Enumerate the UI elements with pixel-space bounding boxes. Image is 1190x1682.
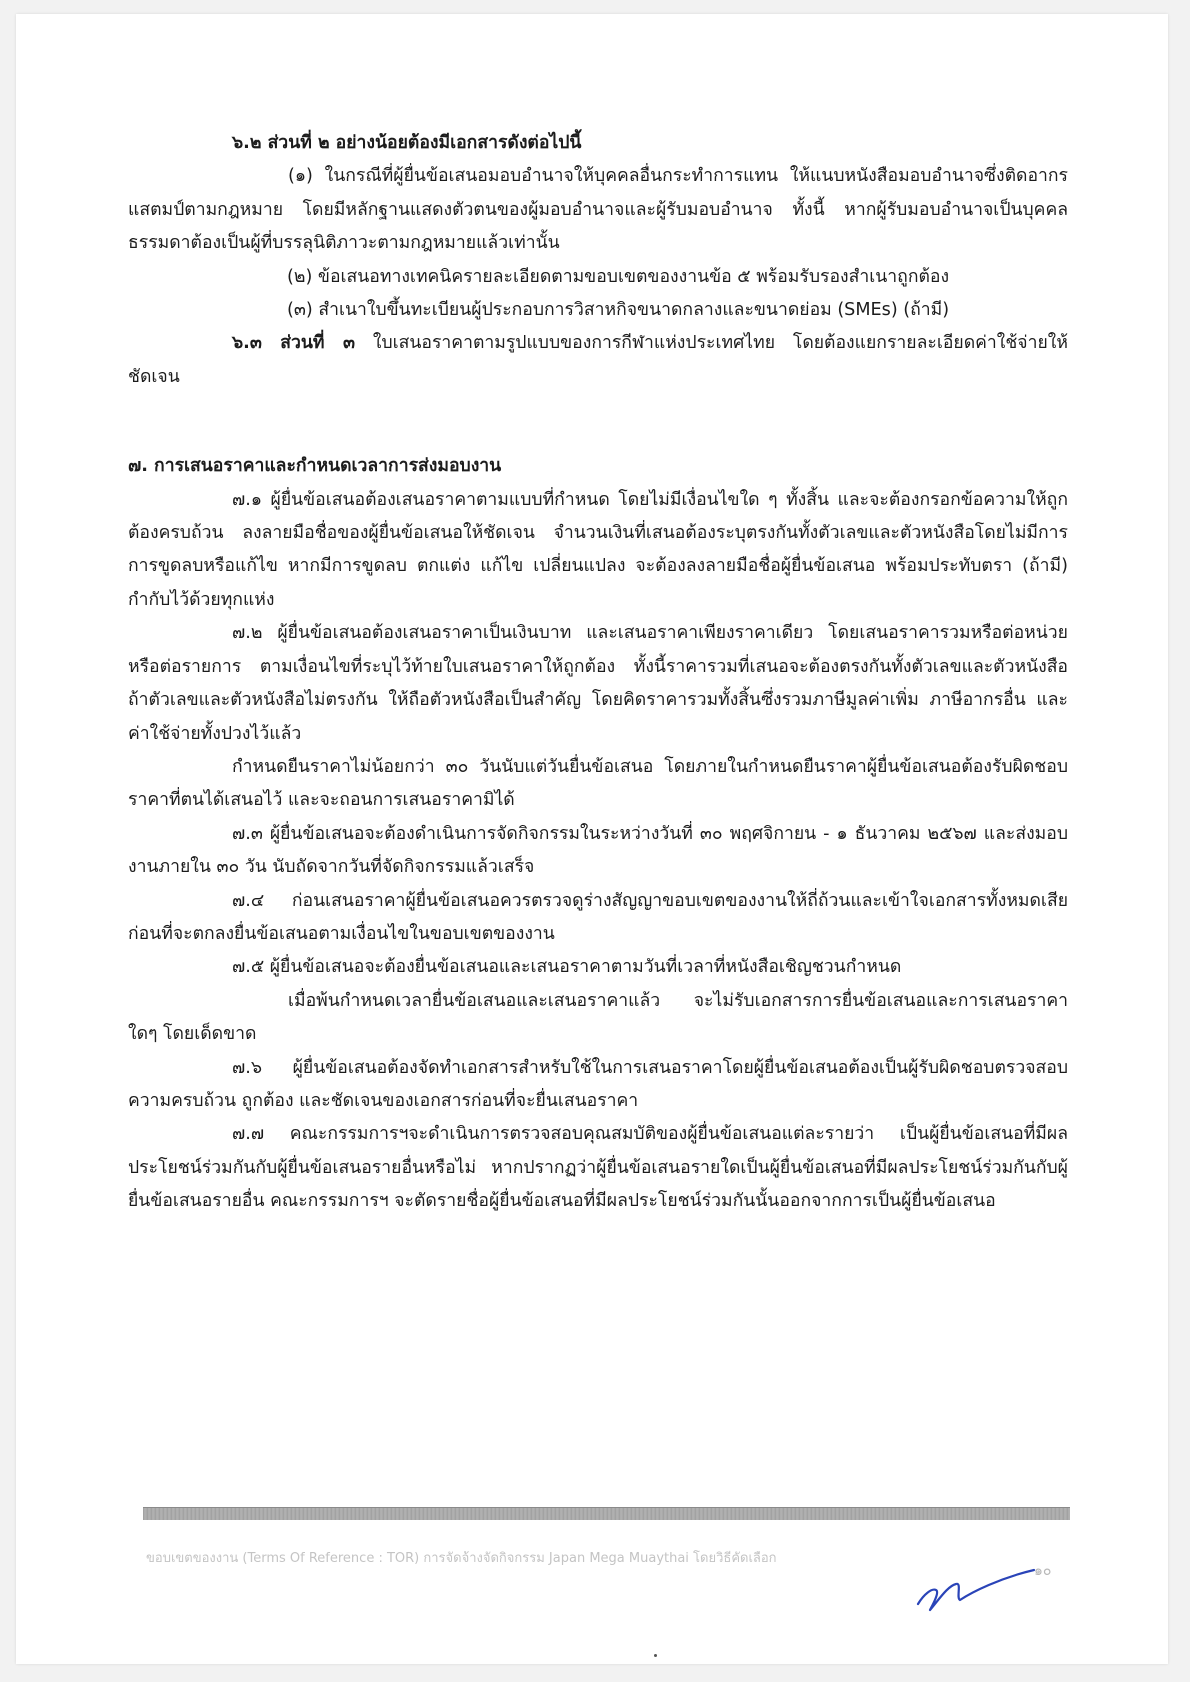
section-6-2-item-2: (๒) ข้อเสนอทางเทคนิครายละเอียดตามขอบเขตของงานข้อ ๕ พร้อมรับรองสำเนาถูกต้อง [287, 266, 950, 287]
section-7-1: ๗.๑ ผู้ยื่นข้อเสนอต้องเสนอราคาตามแบบที่กำหนด โดยไม่มีเงื่อนไขใด ๆ ทั้งสิ้น และจะต้องกรอกข้อความให้ถูกต้องครบถ้วน ลงลายมือชื่อของผู้ยื่นข้อเสนอให้ชัดเจน จำนวนเงินที่เสนอต้องระบุตรงกันทั้งตัวเลขและตัวหนังสือโดยไม่มีการการขูดลบหรือแก้ไข หากมีการขูดลบ ตกแต่ง แก้ไข เปลี่ยนแปลง จะต้องลงลายมือชื่อผู้ยื่นข้อเสนอ พร้อมประทับตรา (ถ้ามี) กำกับไว้ด้วยทุกแห่ง [128, 489, 1068, 610]
section-6-2-item-1: (๑) ในกรณีที่ผู้ยื่นข้อเสนอมอบอำนาจให้บุคคลอื่นกระทำการแทน ให้แนบหนังสือมอบอำนาจซึ่งติดอากรแสตมป์ตามกฎหมาย โดยมีหลักฐานแสดงตัวตนของผู้มอบอำนาจและผู้รับมอบอำนาจ ทั้งนี้ หากผู้รับมอบอำนาจเป็นบุคคลธรรมดาต้องเป็นผู้ที่บรรลุนิติภาวะตามกฎหมายแล้วเท่านั้น [128, 166, 1068, 254]
section-6-2-item-3: (๓) สำเนาใบขึ้นทะเบียนผู้ประกอบการวิสาหกิจขนาดกลางและขนาดย่อม (SMEs) (ถ้ามี) [287, 300, 950, 321]
section-7-3: ๗.๓ ผู้ยื่นข้อเสนอจะต้องดำเนินการจัดกิจกรรมในระหว่างวันที่ ๓๐ พฤศจิกายน - ๑ ธันวาคม ๒๕๖๗ และส่งมอบงานภายใน ๓๐ วัน นับถัดจากวันที่จัดกิจกรรมแล้วเสร็จ [128, 823, 1068, 878]
page-number: ๑๐ [1034, 1563, 1052, 1579]
section-7-5: ๗.๕ ผู้ยื่นข้อเสนอจะต้องยื่นข้อเสนอและเสนอราคาตามวันที่เวลาที่หนังสือเชิญชวนกำหนด [232, 957, 902, 978]
section-7-6: ๗.๖ ผู้ยื่นข้อเสนอต้องจัดทำเอกสารสำหรับใช้ในการเสนอราคาโดยผู้ยื่นข้อเสนอต้องเป็นผู้รับผิดชอบตรวจสอบความครบถ้วน ถูกต้อง และชัดเจนของเอกสารก่อนที่จะยื่นเสนอราคา [128, 1057, 1068, 1111]
section-6-3-label: ๖.๓ ส่วนที่ ๓ [232, 333, 355, 354]
scan-speck [654, 1654, 657, 1657]
section-6-3-text: ใบเสนอราคาตามรูปแบบของการกีฬาแห่งประเทศไทย โดยต้องแยกรายละเอียดค่าใช้จ่ายให้ชัดเจน [128, 333, 1068, 387]
section-7-heading: ๗. การเสนอราคาและกำหนดเวลาการส่งมอบงาน [128, 456, 502, 477]
section-6-3 [128, 327, 1068, 394]
section-7-4: ๗.๔ ก่อนเสนอราคาผู้ยื่นข้อเสนอควรตรวจดูร่างสัญญาขอบเขตของงานให้ถี่ถ้วนและเข้าใจเอกสารทั้งหมดเสียก่อนที่จะตกลงยื่นข้อเสนอตามเงื่อนไขในขอบเขตของงาน [128, 890, 1068, 944]
footer-divider [143, 1507, 1070, 1520]
section-7-2: ๗.๒ ผู้ยื่นข้อเสนอต้องเสนอราคาเป็นเงินบาท และเสนอราคาเพียงราคาเดียว โดยเสนอราคารวมหรือต่อหน่วย หรือต่อรายการ ตามเงื่อนไขที่ระบุไว้ท้ายใบเสนอราคาให้ถูกต้อง ทั้งนี้ราคารวมที่เสนอจะต้องตรงกันทั้งตัวเลขและตัวหนังสือ ถ้าตัวเลขและตัวหนังสือไม่ตรงกัน ให้ถือตัวหนังสือเป็นสำคัญ โดยคิดราคารวมทั้งสิ้นซึ่งรวมภาษีมูลค่าเพิ่ม ภาษีอากรอื่น และค่าใช้จ่ายทั้งปวงไว้แล้ว [128, 623, 1068, 744]
footer-tor-text: ขอบเขตของงาน (Terms Of Reference : TOR) การจัดจ้างจัดกิจกรรม Japan Mega Muaythai โดยวิธีคัดเลือก [146, 1551, 777, 1566]
document-body [128, 127, 1068, 1219]
section-7-5-deadline: เมื่อพ้นกำหนดเวลายื่นข้อเสนอและเสนอราคาแล้ว จะไม่รับเอกสารการยื่นข้อเสนอและการเสนอราคาใดๆ โดยเด็ดขาด [128, 990, 1068, 1045]
section-7-7: ๗.๗ คณะกรรมการฯจะดำเนินการตรวจสอบคุณสมบัติของผู้ยื่นข้อเสนอแต่ละรายว่า เป็นผู้ยื่นข้อเสนอที่มีผลประโยชน์ร่วมกันกับผู้ยื่นข้อเสนอรายอื่นหรือไม่ หากปรากฏว่าผู้ยื่นข้อเสนอรายใดเป็นผู้ยื่นข้อเสนอที่มีผลประโยชน์ร่วมกันกับผู้ยื่นข้อเสนอรายอื่น คณะกรรมการฯ จะตัดรายชื่อผู้ยื่นข้อเสนอที่มีผลประโยชน์ร่วมกันนั้นออกจากการเป็นผู้ยื่นข้อเสนอ [128, 1124, 1068, 1212]
signature-icon [910, 1548, 1040, 1618]
section-7-2-price-validity: กำหนดยืนราคาไม่น้อยกว่า ๓๐ วันนับแต่วันยื่นข้อเสนอ โดยภายในกำหนดยืนราคาผู้ยื่นข้อเสนอต้องรับผิดชอบราคาที่ตนได้เสนอไว้ และจะถอนการเสนอราคามิได้ [128, 756, 1068, 811]
section-6-2-heading: ๖.๒ ส่วนที่ ๒ อย่างน้อยต้องมีเอกสารดังต่อไปนี้ [232, 133, 582, 153]
section-gap [128, 394, 1068, 450]
